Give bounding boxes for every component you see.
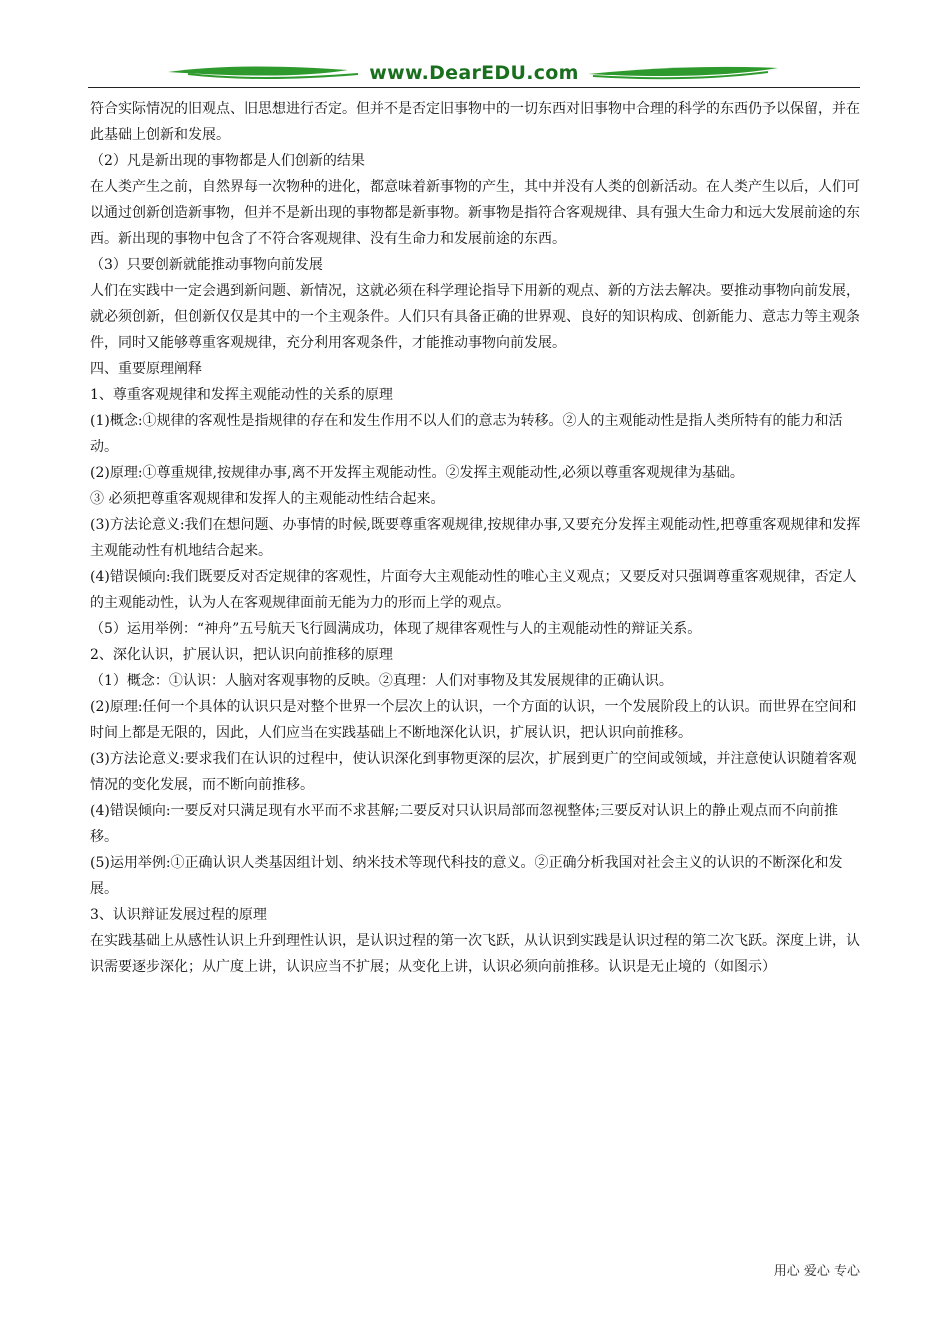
- subsection-heading: 1、尊重客观规律和发挥主观能动性的关系的原理: [90, 387, 393, 403]
- site-header: [88, 58, 860, 90]
- subsection-heading: 3、认识辩证发展过程的原理: [90, 907, 267, 923]
- paragraph: ③ 必须把尊重客观规律和发挥人的主观能动性结合起来。: [90, 491, 445, 507]
- paragraph: 符合实际情况的旧观点、旧思想进行否定。但并不是否定旧事物中的一切东西对旧事物中合理的科学的东西仍予以保留，并在此基础上创新和发展。: [90, 101, 860, 143]
- document-body: [90, 96, 862, 980]
- paragraph: （1）概念：①认识：人脑对客观事物的反映。②真理：人们对事物及其发展规律的正确认识。: [90, 673, 673, 689]
- paragraph: （5）运用举例：“神舟”五号航天飞行圆满成功，体现了规律客观性与人的主观能动性的辩证关系。: [90, 621, 702, 637]
- section-heading: 四、重要原理阐释: [90, 361, 202, 377]
- paragraph: (1)概念:①规律的客观性是指规律的存在和发生作用不以人们的意志为转移。②人的主观能动性是指人类所特有的能力和活动。: [90, 413, 843, 455]
- site-name[interactable]: www.DearEDU.com: [369, 62, 579, 84]
- paragraph: (4)错误倾向:一要反对只满足现有水平而不求甚解;二要反对只认识局部而忽视整体;三要反对认识上的静止观点而不向前推移。: [90, 803, 838, 845]
- paragraph: (3)方法论意义:我们在想问题、办事情的时候,既要尊重客观规律,按规律办事,又要充分发挥主观能动性,把尊重客观规律和发挥主观能动性有机地结合起来。: [90, 517, 861, 559]
- paragraph: (3)方法论意义:要求我们在认识的过程中，使认识深化到事物更深的层次，扩展到更广的空间或领域，并注意使认识随着客观情况的变化发展，而不断向前推移。: [90, 751, 857, 793]
- paragraph: 在实践基础上从感性认识上升到理性认识，是认识过程的第一次飞跃，从认识到实践是认识过程的第二次飞跃。深度上讲，认识需要逐步深化；从广度上讲，认识应当不扩展；从变化上讲，认识必须向前推移。认识是无止境的（如图示）: [90, 933, 860, 975]
- footer-slogan: 用心 爱心 专心: [773, 1264, 860, 1279]
- subsection-heading: 2、深化认识，扩展认识，把认识向前推移的原理: [90, 647, 393, 663]
- paragraph: (2)原理:任何一个具体的认识只是对整个世界一个层次上的认识，一个方面的认识，一个发展阶段上的认识。而世界在空间和时间上都是无限的，因此，人们应当在实践基础上不断地深化认识，扩展认识，把认识向前推移。: [90, 699, 857, 741]
- paragraph: 在人类产生之前，自然界每一次物种的进化，都意味着新事物的产生，其中并没有人类的创新活动。在人类产生以后，人们可以通过创新创造新事物，但并不是新出现的事物都是新事物。新事物是指符合客观规律、具有强大生命力和远大发展前途的东西。新出现的事物中包含了不符合客观规律、没有生命力和发展前途的东西。: [90, 179, 860, 247]
- paragraph: (2)原理:①尊重规律,按规律办事,离不开发挥主观能动性。②发挥主观能动性,必须以尊重客观规律为基础。: [90, 465, 744, 481]
- paragraph: 人们在实践中一定会遇到新问题、新情况，这就必须在科学理论指导下用新的观点、新的方法去解决。要推动事物向前发展，就必须创新，但创新仅仅是其中的一个主观条件。人们只有具备正确的世界观、良好的知识构成、创新能力、意志力等主观条件，同时又能够尊重客观规律，充分利用客观条件，才能推动事物向前发展。: [90, 283, 860, 351]
- paragraph: (5)运用举例:①正确认识人类基因组计划、纳米技术等现代科技的意义。②正确分析我国对社会主义的认识的不断深化和发展。: [90, 855, 843, 897]
- paragraph: （3）只要创新就能推动事物向前发展: [90, 257, 323, 273]
- paragraph: (4)错误倾向:我们既要反对否定规律的客观性，片面夸大主观能动性的唯心主义观点；又要反对只强调尊重客观规律，否定人的主观能动性，认为人在客观规律面前无能为力的形而上学的观点。: [90, 569, 857, 611]
- paragraph: （2）凡是新出现的事物都是人们创新的结果: [90, 153, 365, 169]
- header-rule: [88, 87, 860, 88]
